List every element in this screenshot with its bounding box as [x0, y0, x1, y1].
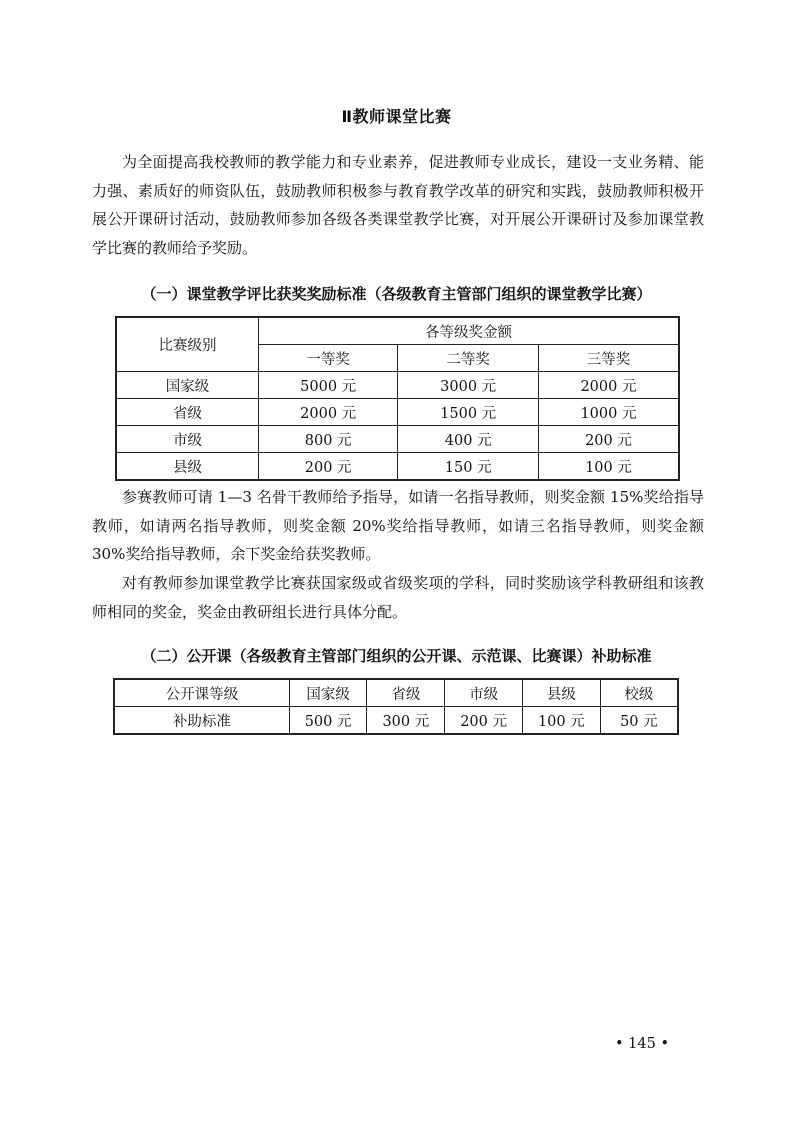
prize-header-first: 一等奖: [258, 345, 398, 372]
level-cell: 校级: [600, 679, 678, 707]
header-label-cell: 公开课等级: [114, 679, 289, 707]
row-label-cell: 补助标准: [114, 707, 289, 735]
table-row: [114, 707, 678, 735]
table-row: [116, 399, 679, 426]
level-header-cell: 比赛级别: [116, 317, 258, 372]
table-row: [114, 679, 678, 707]
level-cell: 省级: [367, 679, 445, 707]
amount-cell: 300 元: [367, 707, 445, 735]
amount-cell: 1000 元: [538, 399, 679, 426]
amount-cell: 200 元: [258, 453, 398, 481]
page-number: • 145 •: [615, 1036, 669, 1052]
subsidy-table: [113, 678, 679, 735]
amount-cell: 200 元: [445, 707, 523, 735]
section-1-heading: （一）课堂教学评比获奖奖励标准（各级教育主管部门组织的课堂教学比赛）: [141, 285, 652, 303]
level-cell: 省级: [116, 399, 258, 426]
prize-group-header: 各等级奖金额: [258, 317, 679, 345]
table-row: [116, 426, 679, 453]
amount-cell: 3000 元: [398, 372, 539, 399]
level-cell: 市级: [445, 679, 523, 707]
amount-cell: 5000 元: [258, 372, 398, 399]
amount-cell: 2000 元: [538, 372, 679, 399]
amount-cell: 100 元: [538, 453, 679, 481]
level-cell: 市级: [116, 426, 258, 453]
amount-cell: 1500 元: [398, 399, 539, 426]
level-cell: 县级: [522, 679, 600, 707]
level-cell: 县级: [116, 453, 258, 481]
amount-cell: 500 元: [289, 707, 367, 735]
prize-header-second: 二等奖: [398, 345, 539, 372]
intro-paragraph: 为全面提高我校教师的教学能力和专业素养，促进教师专业成长，建设一支业务精、能力强、素质好的师资队伍，鼓励教师积极参与教育教学改革的研究和实践，鼓励教师积极开展公开课研讨活动，鼓励教师参加各级各类课堂教学比赛，对开展公开课研讨及参加课堂教学比赛的教师给予奖励。: [92, 153, 704, 257]
amount-cell: 150 元: [398, 453, 539, 481]
section-2-heading: （二）公开课（各级教育主管部门组织的公开课、示范课、比赛课）补助标准: [141, 647, 652, 665]
table-row: [116, 372, 679, 399]
amount-cell: 2000 元: [258, 399, 398, 426]
level-cell: 国家级: [289, 679, 367, 707]
page-title: Ⅱ教师课堂比赛: [341, 107, 452, 126]
table-row: [116, 453, 679, 481]
subject-group-note-paragraph: 对有教师参加课堂教学比赛获国家级或省级奖项的学科，同时奖励该学科教研组和该教师相同的奖金，奖金由教研组长进行具体分配。: [92, 574, 704, 621]
amount-cell: 50 元: [600, 707, 678, 735]
mentor-note-paragraph: 参赛教师可请 1—3 名骨干教师给予指导，如请一名指导教师，则奖金额 15%奖给指导教师，如请两名指导教师，则奖金额 20%奖给指导教师，如请三名指导教师，则奖金额 30%奖给指导教师，余下奖金给获奖教师。: [92, 488, 704, 563]
amount-cell: 400 元: [398, 426, 539, 453]
level-cell: 国家级: [116, 372, 258, 399]
amount-cell: 800 元: [258, 426, 398, 453]
award-table: [115, 316, 680, 481]
amount-cell: 200 元: [538, 426, 679, 453]
amount-cell: 100 元: [522, 707, 600, 735]
prize-header-third: 三等奖: [538, 345, 679, 372]
